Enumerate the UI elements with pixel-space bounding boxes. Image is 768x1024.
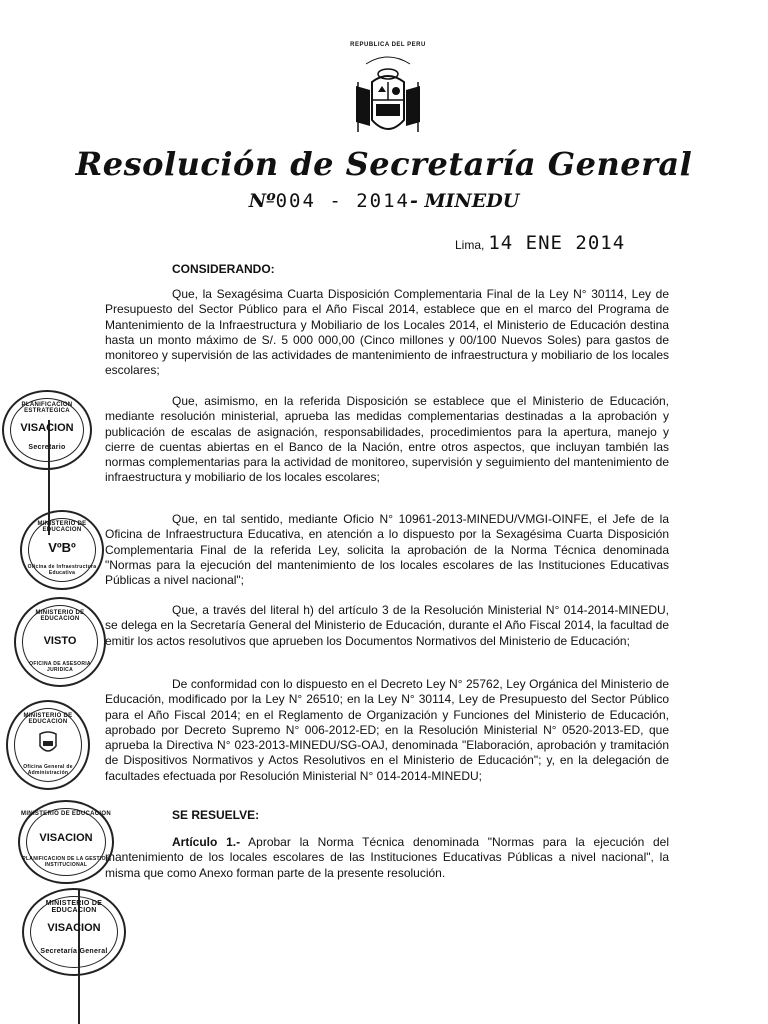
crest-icon (36, 730, 60, 756)
resolution-number (0, 190, 768, 212)
paragraph-text: Que, asimismo, en la referida Disposición se establece que el Ministerio de Educación, mediante resolución ministerial, aprueba las medidas complementarias destinadas a la aprobación y publicación de escalas de asignación, responsabilidades, procedimientos para la apertura, manejo y cierre de cuentas abiertas en el Banco de la Nación, entre otros aspectos, que incluyan también las normas complementarias para la actividad de monitoreo, supervisión y seguimiento del mantenimiento de infraestructura y mobiliario de los locales escolares; (105, 394, 669, 485)
paragraph-1 (105, 287, 669, 379)
stamp-administracion (6, 700, 90, 790)
paragraph-2 (105, 394, 669, 486)
number-prefix: Nº (248, 190, 276, 212)
stamp-sub-text: Oficina de Infraestructura Educativa (27, 564, 97, 576)
stamp-label: VISACION (20, 422, 74, 434)
shield-icon (342, 42, 434, 142)
date-handwritten: 14 ENE 2014 (488, 232, 626, 254)
stamp-gestion-institucional (18, 800, 114, 884)
stamp-secretaria-general (22, 888, 126, 976)
article-text: Aprobar la Norma Técnica denominada "Normas para la ejecución del mantenimiento de los locales escolares de las Instituciones Educativas Públicas a nivel nacional", la misma que como Anexo forman parte de la presente resolución. (105, 835, 670, 880)
stamp-arc-text: MINISTERIO DE EDUCACION (23, 713, 73, 725)
date-place: Lima, (455, 238, 485, 252)
stamp-sub-text: OFICINA DE ASESORIA JURIDICA (29, 661, 91, 673)
paragraph-3 (105, 512, 669, 588)
stamp-sub-text: Secretario (28, 444, 66, 451)
stamp-planificacion (2, 390, 92, 470)
coat-of-arms (342, 42, 434, 142)
considerando-heading: CONSIDERANDO: (172, 262, 275, 276)
resuelve-heading: SE RESUELVE: (172, 808, 260, 822)
paragraph-text: Que, la Sexagésima Cuarta Disposición Complementaria Final de la Ley N° 30114, Ley de Presupuesto del Sector Público para el Año Fiscal 2014, establece que en el marco del Programa de Mantenimiento de la Infraestructura y Mobiliario de los Locales 2014, el Ministerio de Educación destina hasta un monto máximo de S/. 5 000 000,00 (Cinco millones y 00/100 Nuevos Soles) para gastos de monitoreo y supervisión de las actividades de mantenimiento de infraestructura y mobiliario de los locales escolares; (105, 287, 669, 378)
stamp-asesoria-juridica (14, 597, 106, 687)
paragraph-text: Que, en tal sentido, mediante Oficio N° 10961-2013-MINEDU/VMGI-OINFE, el Jefe de la Oficina de Infraestructura Educativa, en atención a lo dispuesto por la Sexagésima Cuarta Disposición Complementaria Final de la referida Ley, solicita la aprobación de la Norma Técnica denominada "Normas para la ejecución del mantenimiento de los locales escolares de las Instituciones Educativas Públicas a nivel nacional"; (105, 512, 669, 588)
stamp-label: VºBº (48, 540, 76, 555)
stamp-arc-text: MINISTERIO DE EDUCACION (45, 900, 103, 914)
paragraph-5 (105, 677, 669, 784)
paragraph-text: De conformidad con lo dispuesto en el Decreto Ley N° 25762, Ley Orgánica del Ministerio de Educación, modificado por la Ley N° 26510; en la Ley N° 30114, Ley de Presupuesto del Sector Público para el Año Fiscal 2014; en el Reglamento de Organización y Funciones del Ministerio de Educación, aprobado por Decreto Supremo N° 006-2012-ED; en la Resolución Ministerial N° 0520-2013-ED, que aprueba la Directiva N° 023-2013-MINEDU/SG-OAJ, denominada "Elaboración, aprobación y tramitación de Dispositivos Normativos y Actos Resolutivos en el Ministerio de Educación"; y, en la delegación de facultades efectuada por Resolución Ministerial N° 014-2014-MINEDU; (105, 677, 669, 783)
stamp-sub-text: PLANIFICACION DE LA GESTION INSTITUCIONAL (22, 856, 110, 868)
stamp-arc-text: MINISTERIO DE EDUCACION (21, 811, 111, 817)
number-suffix: - MINEDU (409, 190, 520, 212)
document-title: Resolución de Secretaría General (75, 145, 693, 183)
paragraph-text: Que, a través del literal h) del artículo 3 de la Resolución Ministerial N° 014-2014-MINEDU, se delega en la Secretaría General del Ministerio de Educación, durante el Año Fiscal 2014, la facultad de emitir los actos resolutivos que aprueben los Documentos Normativos del Ministerio de Educación; (105, 603, 669, 648)
crest-text: REPUBLICA DEL PERU (350, 42, 426, 48)
stamp-sub-text: Oficina General de Administración (23, 764, 73, 776)
stamp-arc-text: PLANIFICACION ESTRATEGICA (21, 402, 73, 414)
stamp-infraestructura (20, 510, 104, 590)
number-digits: 004 - 2014 (275, 190, 410, 212)
article-1 (105, 835, 669, 881)
stamp-label: VISACION (39, 832, 93, 844)
stamp-arc-text: MINISTERIO DE EDUCACION (37, 521, 87, 533)
stamp-sub-text: Secretaría General (40, 948, 108, 955)
article-label: Artículo 1.- (172, 835, 241, 849)
stamp-label: VISACION (47, 922, 101, 934)
paragraph-4 (105, 603, 669, 649)
stamp-arc-text: MINISTERIO DE EDUCACION (35, 610, 85, 622)
dateline (455, 232, 625, 254)
stamp-label: VISTO (43, 635, 77, 647)
